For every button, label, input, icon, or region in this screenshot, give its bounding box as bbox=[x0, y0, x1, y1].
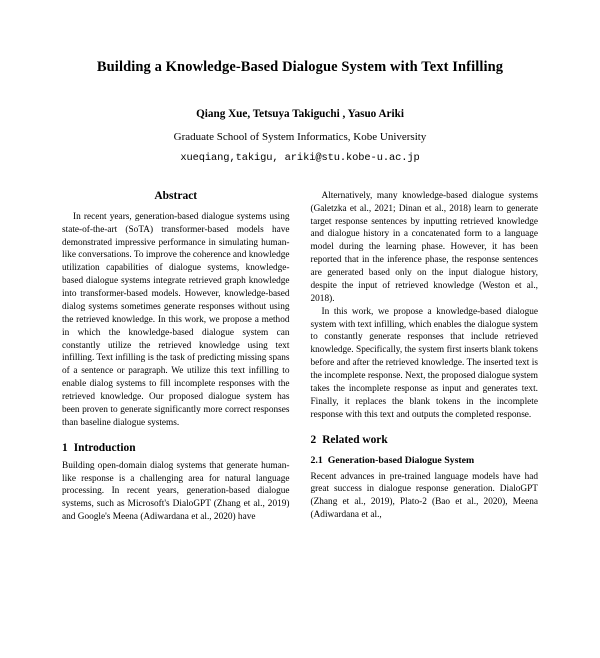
two-column-body bbox=[62, 190, 538, 524]
subsection-number: 2.1 bbox=[310, 454, 323, 466]
right-paragraph-2: In this work, we propose a knowledge-based dialogue system with text infilling, which enables the dialogue system to constantly generate responses that include retrieved knowledge. Specifically, the system first inserts blank tokens before and after the retrieved knowledge. The inserted text is the incomplete response. Next, the proposed dialogue system takes the incomplete response as input and generates text. Finally, it replaces the blank tokens in the incomplete response with this text and outputs the completed response. bbox=[310, 306, 538, 420]
section-heading-related-work bbox=[311, 434, 539, 446]
left-column bbox=[62, 190, 290, 524]
abstract-text: In recent years, generation-based dialogue systems using state-of-the-art (SoTA) transformer-based models have demonstrated impressive performance in simulating human-like conversations. To improve the coherence and knowledge utilization capabilities of dialogue systems, knowledge-based dialogue systems integrate retrieved graph knowledge into transformer-based models. However, knowledge-based dialog systems sometimes generate responses without using the retrieved knowledge. In this work, we propose a method in which the knowledge-based dialogue system can constantly utilize the retrieved knowledge using text infilling. Text infilling is the task of predicting missing spans of a sentence or paragraph. We utilize this text infilling to enable dialog systems to fill incomplete responses with the retrieved knowledge. Our proposed dialogue system has been proven to generate significantly more correct responses than baseline dialogue systems. bbox=[62, 211, 290, 428]
section-number: 1 bbox=[62, 441, 68, 454]
section-title: Introduction bbox=[73, 441, 136, 454]
paper-page bbox=[0, 58, 600, 658]
author-email: xueqiang,takigu, ariki@stu.kobe-u.ac.jp bbox=[180, 151, 420, 164]
section-title: Related work bbox=[322, 433, 388, 446]
subsection-heading-generation-based-dialogue-system bbox=[311, 455, 539, 466]
right-column bbox=[311, 190, 539, 524]
subsection-title: Generation-based Dialogue System bbox=[327, 454, 475, 466]
section-number: 2 bbox=[310, 433, 317, 446]
related-work-paragraph-1: Recent advances in pre-trained language models have had great success in dialogue response generation. DialoGPT (Zhang et al., 2019), Plato-2 (Bao et al., 2020), Meena (Adiwardana et al., bbox=[310, 471, 538, 521]
abstract-heading: Abstract bbox=[154, 189, 198, 202]
page-title: Building a Knowledge-Based Dialogue System with Text Infilling bbox=[96, 59, 504, 75]
right-paragraph-1: Alternatively, many knowledge-based dialogue systems (Galetzka et al., 2021; Dinan et al., 2018) learn to generate target response sentences by inputting retrieved knowledge and dialogue history in a concatenated form to a language model during the learning phase. However, it has been reported that in the inference phase, the response sentences are generated based only on the input dialogue history, despite the input of retrieved knowledge (Weston et al., 2018). bbox=[310, 190, 538, 304]
affiliation: Graduate School of System Informatics, Kobe University bbox=[173, 130, 427, 143]
section-heading-introduction bbox=[62, 442, 290, 454]
introduction-paragraph-1: Building open-domain dialog systems that generate human-like response is a challenging area for natural language processing. In recent years, generation-based dialogue systems, such as Microsoft's DialoGPT (Zhang et al., 2019) and Google's Meena (Adiwardana et al., 2020) have bbox=[62, 460, 290, 523]
author-list: Qiang Xue, Tetsuya Takiguchi , Yasuo Ariki bbox=[196, 107, 404, 120]
